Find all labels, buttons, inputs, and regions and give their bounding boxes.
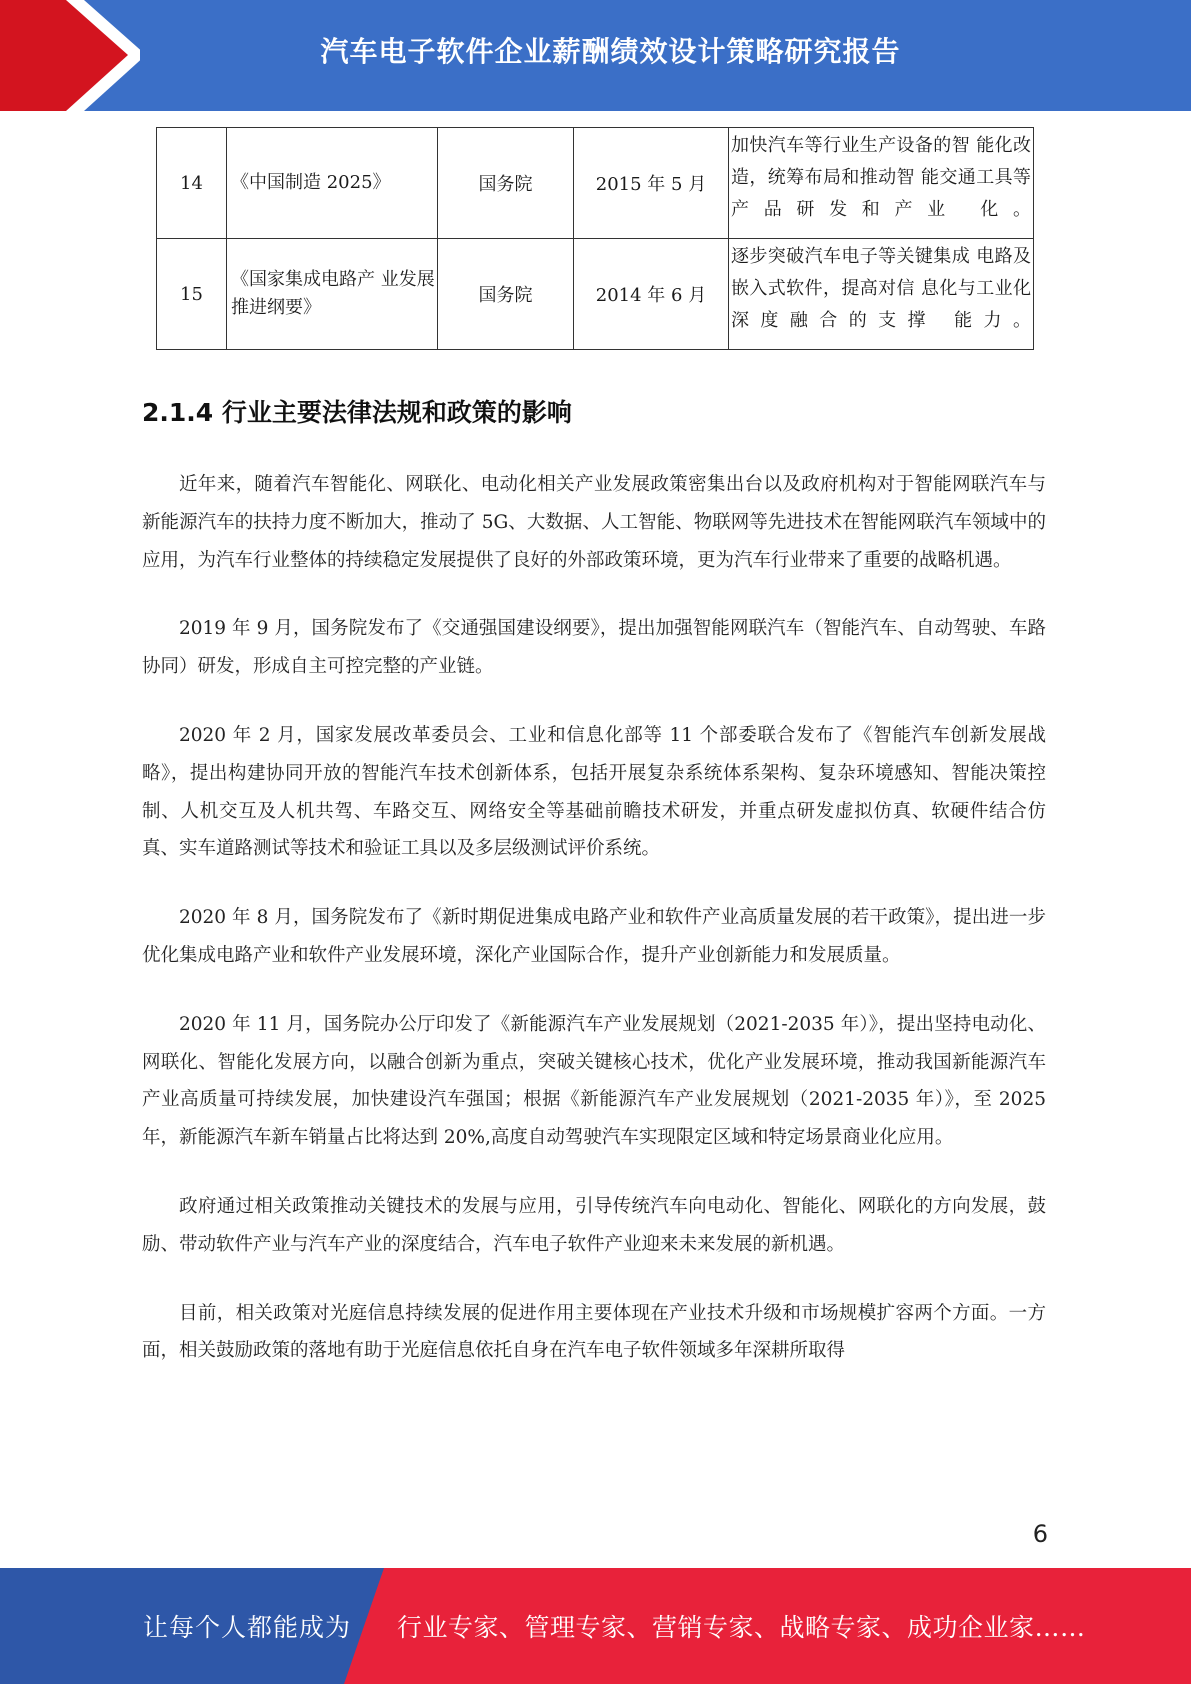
paragraph: 目前，相关政策对光庭信息持续发展的促进作用主要体现在产业技术升级和市场规模扩容两个方面。一方面，相关鼓励政策的落地有助于光庭信息依托自身在汽车电子软件领域多年深耕所取得 (142, 1302, 1046, 1362)
page-footer (0, 1568, 1191, 1684)
policy-table (156, 127, 1034, 350)
cell-policy-name: 《国家集成电路产 业发展推进纲要》 (227, 239, 438, 350)
header-red-chevron (0, 0, 140, 111)
footer-slogan-right: 行业专家、管理专家、营销专家、战略专家、成功企业家…… (397, 1613, 1086, 1642)
paragraph: 近年来，随着汽车智能化、网联化、电动化相关产业发展政策密集出台以及政府机构对于智能网联汽车与新能源汽车的扶持力度不断加大，推动了 5G、大数据、人工智能、物联网等先进技术在智能网联汽车领域中的应用，为汽车行业整体的持续稳定发展提供了良好的外部政策环境，更为汽车行业带来了重要的战略机遇。 (142, 474, 1046, 571)
table-row (157, 128, 1034, 239)
document-title: 汽车电子软件企业薪酬绩效设计策略研究报告 (320, 35, 901, 68)
section-heading: 2.1.4 行业主要法律法规和政策的影响 (142, 398, 572, 427)
cell-description: 逐步突破汽车电子等关键集成 电路及嵌入式软件，提高对信 息化与工业化深度融合的支撑 能力。 (729, 239, 1034, 350)
cell-description: 加快汽车等行业生产设备的智 能化改造，统筹布局和推动智 能交通工具等产品研发和产业 化。 (729, 128, 1034, 239)
page-header (0, 0, 1191, 111)
page-number: 6 (1032, 1520, 1048, 1548)
cell-date: 2014 年 6 月 (574, 239, 729, 350)
cell-number: 14 (157, 128, 227, 239)
paragraph: 政府通过相关政策推动关键技术的发展与应用，引导传统汽车向电动化、智能化、网联化的方向发展，鼓励、带动软件产业与汽车产业的深度结合，汽车电子软件产业迎来未来发展的新机遇。 (142, 1195, 1046, 1255)
footer-slogan-left: 让每个人都能成为 (143, 1613, 352, 1642)
body-text (142, 466, 1046, 1401)
cell-policy-name: 《中国制造 2025》 (227, 128, 438, 239)
paragraph: 2020 年 8 月，国务院发布了《新时期促进集成电路产业和软件产业高质量发展的若干政策》，提出进一步优化集成电路产业和软件产业发展环境，深化产业国际合作，提升产业创新能力和发展质量。 (142, 907, 1046, 966)
table-row (157, 239, 1034, 350)
cell-number: 15 (157, 239, 227, 350)
paragraph: 2019 年 9 月，国务院发布了《交通强国建设纲要》，提出加强智能网联汽车（智能汽车、自动驾驶、车路协同）研发，形成自主可控完整的产业链。 (142, 618, 1046, 678)
cell-date: 2015 年 5 月 (574, 128, 729, 239)
paragraph: 2020 年 11 月，国务院办公厅印发了《新能源汽车产业发展规划（2021-2035 年）》，提出坚持电动化、网联化、智能化发展方向，以融合创新为重点，突破关键核心技术，优化产业发展环境，推动我国新能源汽车产业高质量可持续发展，加快建设汽车强国；根据《新能源汽车产业发展规划（2021-2035 年）》，至 2025 年，新能源汽车新车销量占比将达到 20%,高度自动驾驶汽车实现限定区域和特定场景商业化应用。 (142, 1013, 1046, 1149)
paragraph: 2020 年 2 月，国家发展改革委员会、工业和信息化部等 11 个部委联合发布了《智能汽车创新发展战略》，提出构建协同开放的智能汽车技术创新体系，包括开展复杂系统体系架构、复杂环境感知、智能决策控制、人机交互及人机共驾、车路交互、网络安全等基础前瞻技术研发，并重点研发虚拟仿真、软硬件结合仿真、实车道路测试等技术和验证工具以及多层级测试评价系统。 (142, 724, 1046, 860)
cell-issuer: 国务院 (438, 128, 574, 239)
cell-issuer: 国务院 (438, 239, 574, 350)
